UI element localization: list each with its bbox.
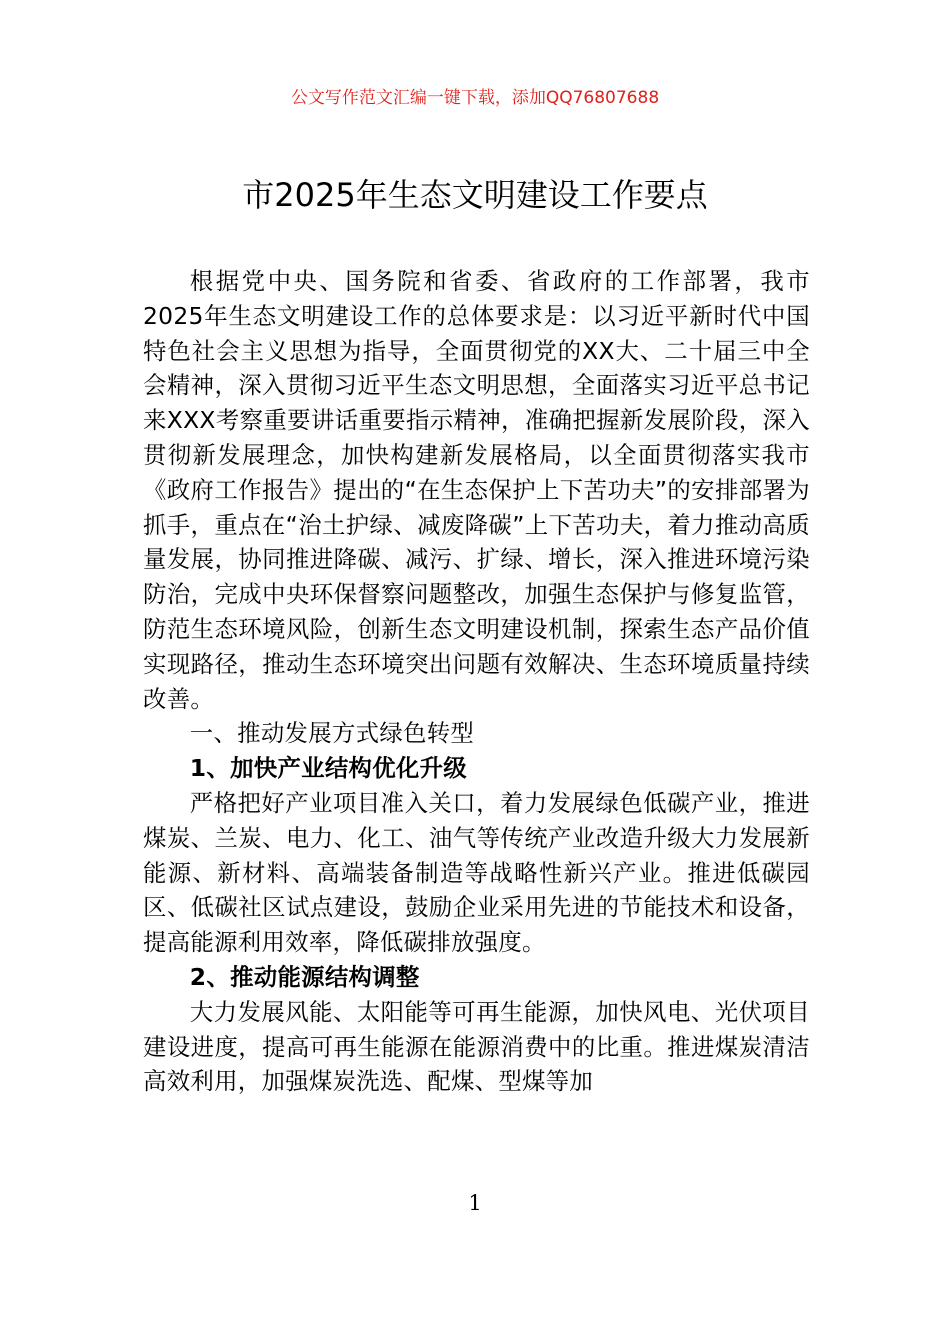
intro-paragraph: 根据党中央、国务院和省委、省政府的工作部署，我市2025年生态文明建设工作的总体要求是：以习近平新时代中国特色社会主义思想为指导，全面贯彻党的XX大、二十届三中全会精神，深入贯彻习近平生态文明思想，全面落实习近平总书记来XXX考察重要讲话重要指示精神，准确把握新发展阶段，深入贯彻新发展理念，加快构建新发展格局，以全面贯彻落实我市《政府工作报告》提出的“在生态保护上下苦功夫”的安排部署为抓手，重点在“治土护绿、减废降碳”上下苦功夫，着力推动高质量发展，协同推进降碳、减污、扩绿、增长，深入推进环境污染防治，完成中央环保督察问题整改，加强生态保护与修复监管，防范生态环境风险，创新生态文明建设机制，探索生态产品价值实现路径，推动生态环境突出问题有效解决、生态环境质量持续改善。 — [143, 267, 810, 713]
section-heading: 一、推动发展方式绿色转型 — [189, 719, 475, 748]
subsection-heading: 1、加快产业结构优化升级 — [189, 754, 467, 783]
paragraph: 严格把好产业项目准入关口，着力发展绿色低碳产业，推进煤炭、兰炭、电力、化工、油气等传统产业改造升级大力发展新能源、新材料、高端装备制造等战略性新兴产业。推进低碳园区、低碳社区试点建设，鼓励企业采用先进的节能技术和设备，提高能源利用效率，降低碳排放强度。 — [143, 788, 810, 957]
subsection-heading: 2、推动能源结构调整 — [189, 962, 420, 991]
page-number: 1 — [468, 1191, 482, 1215]
document-body — [143, 264, 810, 1099]
header-note: 公文写作范文汇编一键下载，添加QQ76807688 — [290, 88, 660, 108]
paragraph: 大力发展风能、太阳能等可再生能源，加快风电、光伏项目建设进度，提高可再生能源在能源消费中的比重。推进煤炭清洁高效利用，加强煤炭洗选、配煤、型煤等加 — [143, 997, 810, 1096]
page-title: 市2025年生态文明建设工作要点 — [242, 176, 708, 214]
